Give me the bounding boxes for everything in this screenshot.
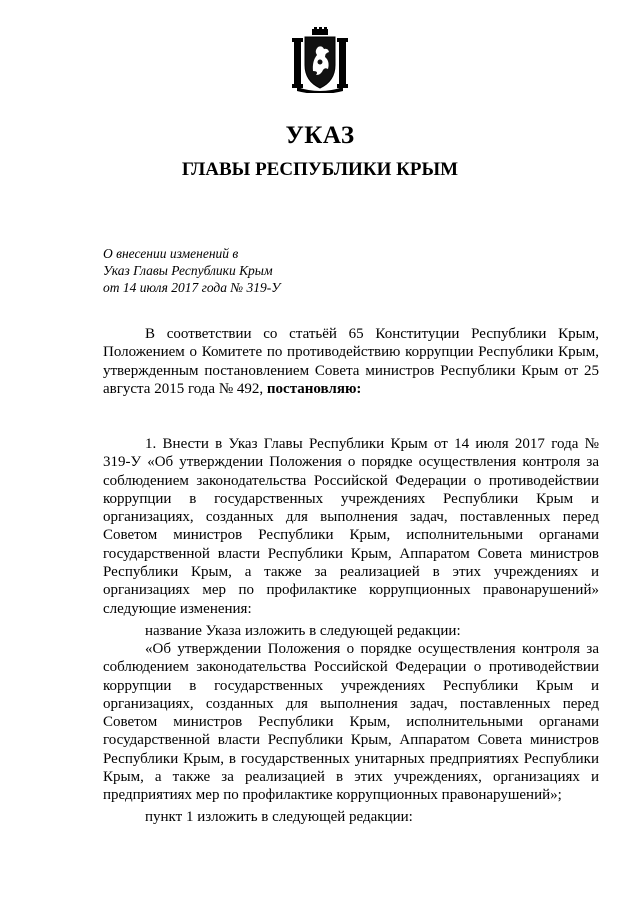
point-1-intro: пункт 1 изложить в следующей редакции:: [145, 809, 413, 825]
crimea-coat-of-arms-icon: [292, 27, 348, 93]
subject-line: О внесении изменений в: [103, 246, 239, 261]
amendment-text: «Об утверждении Положения о порядке осуществления контроля за соблюдением законодательства Российской Федерации о противодействии коррупции в государственных учреждениях Республики Крым и организациях, созданных для выполнения задач, поставленных перед Советом министров Республики Крым, исполнительными органами государственной власти Республики Крым, Аппаратом Совета министров Республики Крым, в государственных унитарных предприятиях Республики Крым, а также за реализацией в этих учреждениях, организациях и предприятиях мер по профилактике коррупционных правонарушений»;: [103, 641, 599, 804]
decree-subject: [103, 245, 280, 296]
amendment-intro: название Указа изложить в следующей редакции:: [145, 623, 461, 639]
page-subtitle: ГЛАВЫ РЕСПУБЛИКИ КРЫМ: [181, 159, 459, 180]
page-title: УКАЗ: [285, 122, 355, 149]
subject-line: Указ Главы Республики Крым: [103, 263, 273, 278]
preamble-text: В соответствии со статьёй 65 Конституции Республики Крым, Положением о Комитете по противодействию коррупции Республики Крым, утвержденным постановлением Совета министров Республики Крым от 25 августа 2015 года № 492,: [103, 326, 599, 397]
preamble-paragraph: [103, 325, 599, 398]
clause-1-paragraph: 1. Внести в Указ Главы Республики Крым от 14 июля 2017 года № 319-У «Об утверждении Положения о порядке осуществления контроля за соблюдением законодательства Российской Федерации о противодействии коррупции в государственных учреждениях Республики Крым и организациях, созданных для выполнения задач, поставленных перед Советом министров Республики Крым, исполнительными органами государственной власти Республики Крым, Аппаратом Совета министров Республики Крым, а также за реализацией в этих учреждениях и организациях мер по профилактике коррупционных правонарушений» следующие изменения:: [103, 436, 599, 617]
preamble-emphasis: постановляю:: [266, 380, 362, 397]
subject-line: от 14 июля 2017 года № 319-У: [103, 280, 281, 295]
